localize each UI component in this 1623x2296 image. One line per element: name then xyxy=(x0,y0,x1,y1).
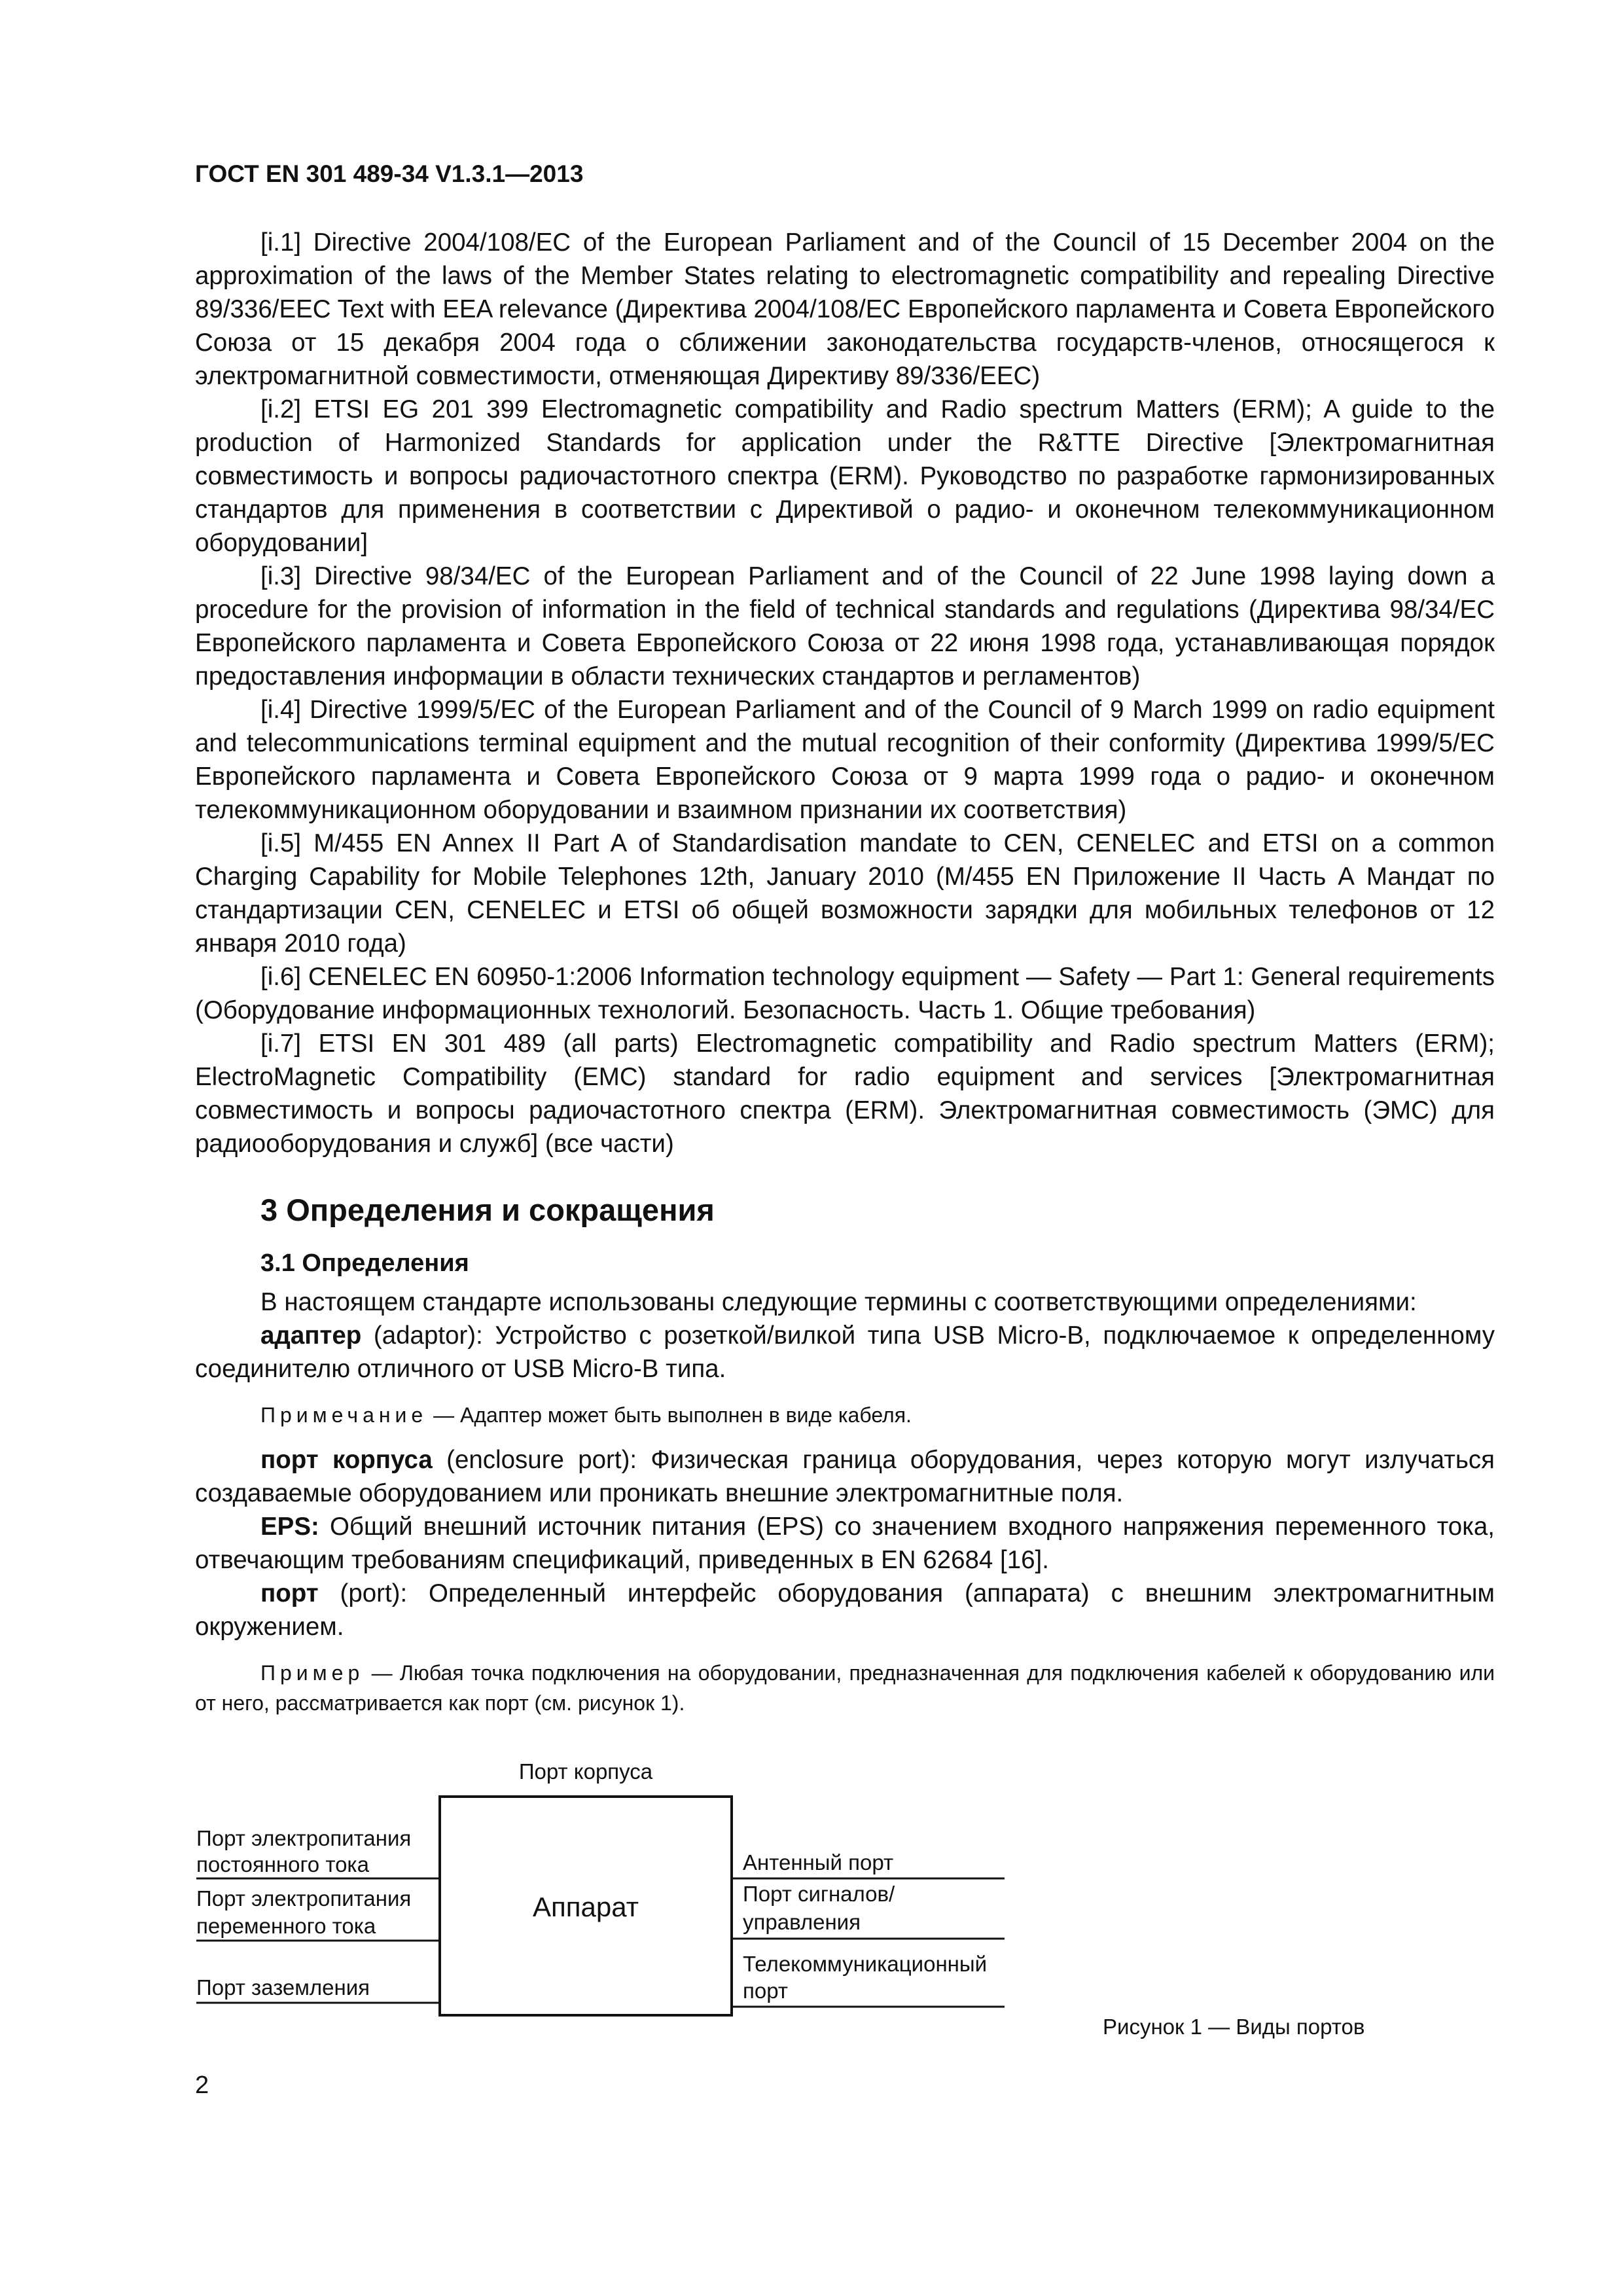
section-3-1-title: 3.1 Определения xyxy=(260,1249,469,1277)
definitions-intro: В настоящем стандарте использованы следующие термины с соответствующими определениями: xyxy=(260,1288,1417,1316)
apparatus-label: Аппарат xyxy=(533,1892,639,1922)
enclosure-port-label: Порт корпуса xyxy=(518,1759,653,1784)
definition-enclosure-port-text: (enclosure port): Физическая граница оборудования, через которую могут излучаться создаваемые оборудованием или проникать внешние электромагнитные поля. xyxy=(195,1446,1495,1507)
definition-adapter-text: (adaptor): Устройство с розеткой/вилкой типа USB Micro-B, подключаемое к определенному соединителю отличного от USB Micro-B типа. xyxy=(195,1321,1495,1383)
antenna-port-label: Антенный порт xyxy=(743,1850,894,1874)
page-number: 2 xyxy=(195,2072,209,2099)
term-port: порт xyxy=(260,1579,319,1607)
reference-i4: [i.4] Directive 1999/5/EC of the European Parliament and of the Council of 9 March 1999 on radio equipment and telecommunications terminal equipment and the mutual recognition of their conformity (Директива 1999/5/ЕС Европейского парламента и Совета Европейского Союза от 9 марта 1999 года о радио- и оконечном телекоммуникационном оборудовании и взаимном признании их соответствия) xyxy=(195,696,1495,824)
figure-caption: Рисунок 1 — Виды портов xyxy=(1103,2015,1365,2039)
term-adapter: адаптер xyxy=(260,1321,362,1350)
note-lead: Примечание xyxy=(260,1403,428,1427)
reference-i3: [i.3] Directive 98/34/EC of the European Parliament and of the Council of 22 June 1998 laying down a procedure for the provision of information in the field of technical standards and regulations (Директива 98/34/ЕС Европейского парламента и Совета Европейского Союза от 22 июня 1998 года, устанавливающая порядок предоставления информации в области технических стандартов и регламентов) xyxy=(195,562,1495,691)
signal-port-label-line1: Порт сигналов/ xyxy=(743,1882,895,1906)
section-3-title: 3 Определения и сокращения xyxy=(260,1193,715,1227)
dc-port-label-line1: Порт электропитания xyxy=(196,1826,412,1850)
term-eps: EPS: xyxy=(260,1513,319,1541)
term-enclosure-port: порт корпуса xyxy=(260,1446,433,1474)
example-lead: Пример xyxy=(260,1661,365,1685)
telecom-port-label-line1: Телекоммуникационный xyxy=(743,1952,988,1976)
ground-port-label: Порт заземления xyxy=(196,1975,370,2000)
reference-i6: [i.6] CENELEC EN 60950-1:2006 Information technology equipment — Safety — Part 1: General requirements (Оборудование информационных технологий. Безопасность. Часть 1. Общие требования) xyxy=(195,963,1495,1024)
reference-i1: [i.1] Directive 2004/108/EC of the European Parliament and of the Council of 15 December 2004 on the approximation of the laws of the Member States relating to electromagnetic compatibility and repealing Directive 89/336/EEC Text with EEA relevance (Директива 2004/108/ЕС Европейского парламента и Совета Европейского Союза от 15 декабря 2004 года о сближении законодательства государств-членов, относящегося к электромагнитной совместимости, отменяющая Директиву 89/336/ЕЕС) xyxy=(195,228,1495,390)
telecom-port-label-line2: порт xyxy=(743,1979,788,2003)
example-text: — Любая точка подключения на оборудовании, предназначенная для подключения кабелей к оборудованию или от него, рассматривается как порт (см. рисунок 1). xyxy=(195,1661,1495,1715)
reference-i5: [i.5] M/455 EN Annex II Part A of Standardisation mandate to CEN, CENELEC and ETSI on a common Charging Capability for Mobile Telephones 12th, January 2010 (M/455 EN Приложение II Часть А Мандат по стандартизации CEN, CENELEC и ETSI об общей возможности зарядки для мобильных телефонов от 12 января 2010 года) xyxy=(195,829,1495,958)
running-header: ГОСТ EN 301 489-34 V1.3.1—2013 xyxy=(195,160,584,187)
ac-port-label-line1: Порт электропитания xyxy=(196,1886,412,1910)
signal-port-label-line2: управления xyxy=(743,1910,861,1934)
reference-i2: [i.2] ETSI EG 201 399 Electromagnetic compatibility and Radio spectrum Matters (ERM); A guide to the production of Harmonized Standards for application under the R&TTE Directive [Электромагнитная совместимость и вопросы радиочастотного спектра (ERM). Руководство по разработке гармонизированных стандартов для применения в соответствии с Директивой о радио- и оконечном телекоммуникационном оборудовании] xyxy=(195,395,1495,557)
dc-port-label-line2: постоянного тока xyxy=(196,1852,369,1876)
definition-port-text: (port): Определенный интерфейс оборудования (аппарата) с внешним электромагнитным окружением. xyxy=(195,1579,1495,1641)
ac-port-label-line2: переменного тока xyxy=(196,1914,376,1938)
note-text: — Адаптер может быть выполнен в виде кабеля. xyxy=(427,1403,912,1427)
reference-i7: [i.7] ETSI EN 301 489 (all parts) Electromagnetic compatibility and Radio spectrum Matters (ERM); ElectroMagnetic Compatibility (EMC) standard for radio equipment and services [Электромагнитная совместимость и вопросы радиочастотного спектра (ERM). Электромагнитная совместимость (ЭМС) для радиооборудования и служб] (все части) xyxy=(195,1030,1495,1158)
definition-eps-text: Общий внешний источник питания (EPS) со значением входного напряжения переменного тока, отвечающим требованиям спецификаций, приведенных в EN 62684 [16]. xyxy=(195,1513,1495,1574)
